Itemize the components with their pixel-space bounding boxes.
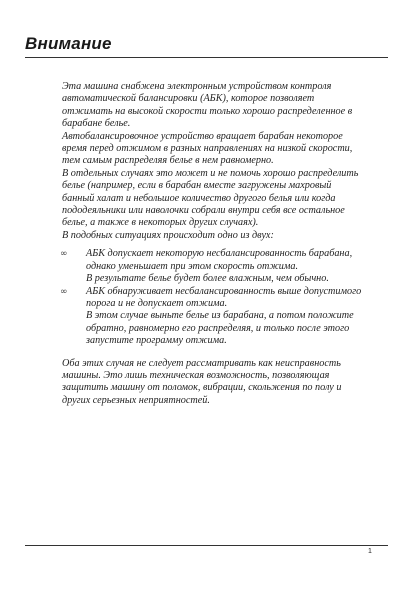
page-title: Внимание (25, 34, 112, 53)
list-item-reduced-speed (62, 248, 362, 273)
bullet-text: АБК обнаруживает несбалансированность выше допустимого порога и не допускает отжима. (86, 285, 362, 309)
paragraph-exceptions: В отдельных случаях это может и не помочь хорошо распределить белье (например, если в барабан вместе загружены махровый банный халат и небольшое количество другого белья или когда пододеяльники или наволочки собрали внутри себя все остальное белье, а также в некоторых других случаях). (62, 167, 359, 229)
paragraph-autobalance: Автобалансировочное устройство вращает барабан некоторое время перед отжимом в разных направлениях на низкой скорости, тем самым распределяя белье в нем равномерно. (62, 130, 353, 167)
paragraph-conclusion: Оба этих случая не следует рассматривать как неисправность машины. Это лишь техническая возможность, позволяющая защитить машину от поломок, вибрации, скольжения по полу и других серьезных неприятностей. (62, 357, 342, 406)
paragraph-situations: В подобных ситуациях происходит одно из двух: (62, 229, 274, 241)
footer-divider (25, 545, 388, 546)
list-item-no-spin (62, 286, 362, 311)
bullet-note: В результате белье будет более влажным, чем обычно. (86, 273, 329, 285)
page-number: 1 (368, 548, 372, 555)
bullet-symbol-icon: ∞ (60, 286, 68, 297)
bullet-note: В этом случае выньте белье из барабана, а потом положите обратно, равномерно его распределяя, и только после этого запустите программу отжима. (86, 310, 354, 347)
paragraph-intro: Эта машина снабжена электронным устройством контроля автоматической балансировки (АБК), которое позволяет отжимать на высокой скорости только хорошо распределенное в барабане белье. (62, 81, 353, 130)
body-text (62, 81, 362, 407)
bullet-text: АБК допускает некоторую несбалансированность барабана, однако уменьшает при этом скорость отжима. (86, 248, 353, 272)
title-divider (25, 57, 388, 58)
bullet-symbol-icon: ∞ (60, 249, 68, 260)
